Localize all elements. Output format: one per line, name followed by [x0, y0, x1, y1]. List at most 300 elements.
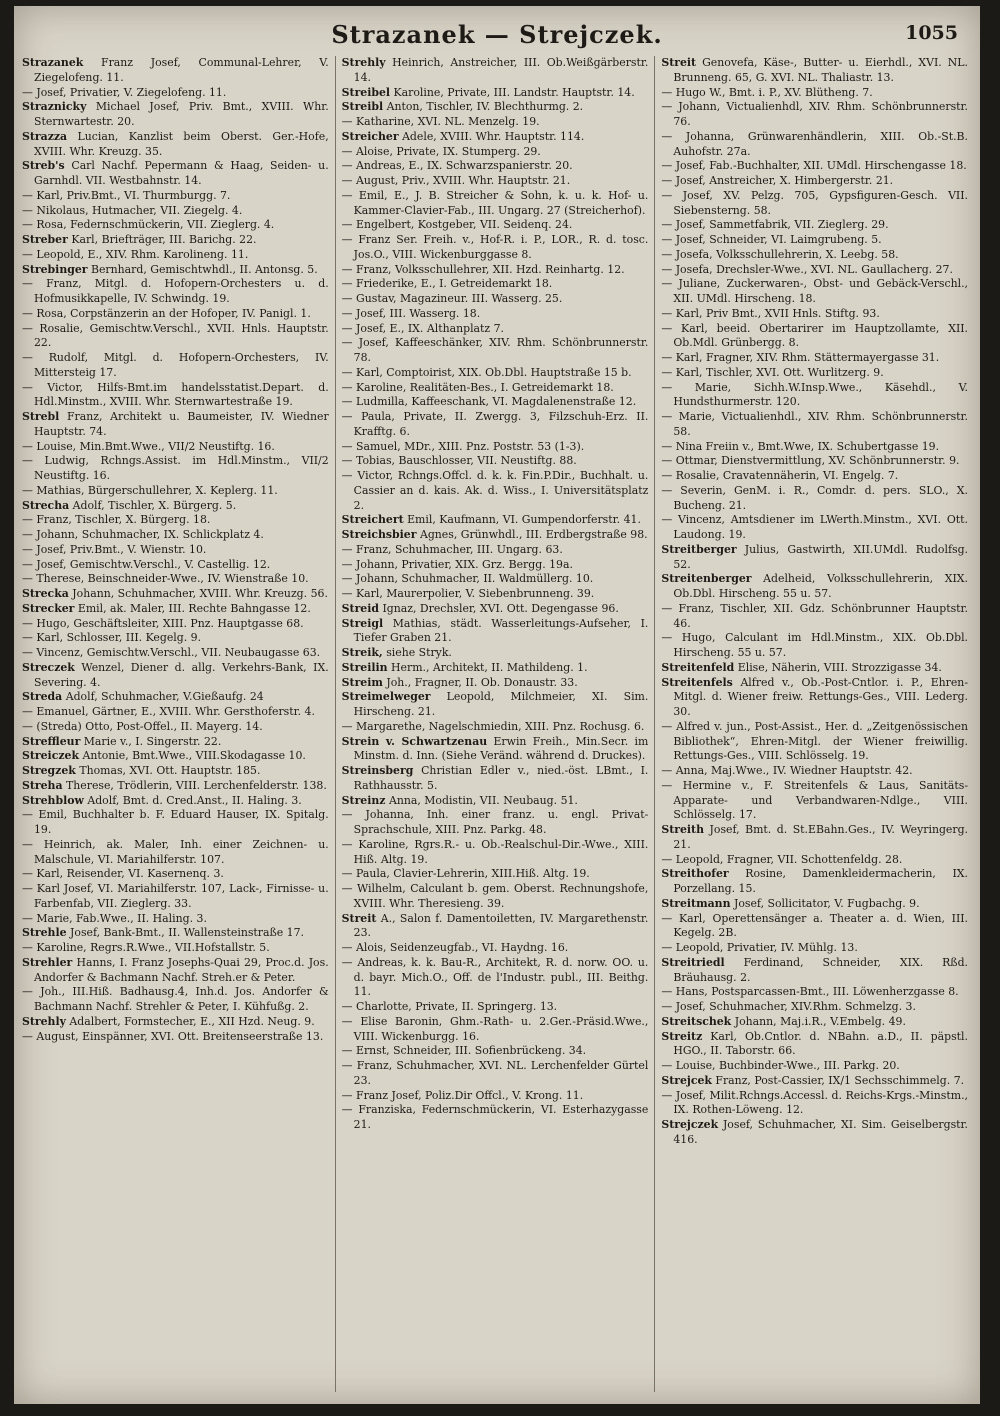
entry-details: Karoline, Private, III. Landstr. Hauptstr. 14.: [393, 85, 635, 99]
directory-entry: [22, 1030, 329, 1045]
entry-details: Julius, Gastwirth, XII.UMdl. Rudolfsg. 52.: [673, 542, 969, 571]
entry-details: Adolf, Schuhmacher, V.Gießaufg. 24: [65, 690, 264, 704]
entry-details: — Josefa, Drechsler-Wwe., XVI. NL. Gaullacherg. 27.: [661, 262, 953, 276]
column-right: [661, 56, 968, 1392]
entry-surname: Streicher: [341, 129, 399, 143]
directory-entry: [342, 174, 649, 189]
directory-entry: [661, 174, 968, 189]
directory-entry: [22, 749, 329, 764]
directory-entry: [661, 661, 968, 676]
entry-details: — Franz Josef, Poliz.Dir Offcl., V. Krong. 11.: [341, 1088, 584, 1102]
directory-entry: [342, 233, 649, 263]
directory-entry: [22, 661, 329, 691]
directory-entry: [342, 676, 649, 691]
entry-surname: Strecker: [22, 601, 75, 615]
entry-details: — Friederike, E., I. Getreidemarkt 18.: [341, 277, 553, 291]
directory-entry: [661, 469, 968, 484]
entry-surname: Strehle: [22, 926, 67, 940]
directory-entry: [342, 572, 649, 587]
directory-entry: [661, 572, 968, 602]
directory-entry: [661, 1118, 968, 1148]
directory-entry: [22, 159, 329, 189]
directory-entry: [342, 956, 649, 1000]
entry-details: Josef, Bank-Bmt., II. Wallensteinstraße 17.: [70, 926, 304, 940]
directory-entry: [22, 322, 329, 352]
directory-entry: [342, 218, 649, 233]
directory-entry: [342, 130, 649, 145]
entry-details: — Josef, Fab.-Buchhalter, XII. UMdl. Hirschengasse 18.: [661, 159, 967, 173]
entry-details: — Mathias, Bürgerschullehrer, X. Keplerg. 11.: [22, 483, 278, 497]
entry-details: — Karl Josef, VI. Mariahilferstr. 107, Lack-, Firnisse- u. Farbenfab, VII. Zieglerg. 33.: [22, 882, 329, 910]
entry-details: — Josef, XV. Pelzg. 705, Gypsfiguren-Gesch. VII. Siebensterng. 58.: [661, 188, 969, 217]
directory-entry: [661, 1015, 968, 1030]
directory-entry: [342, 720, 649, 735]
directory-entry: [22, 941, 329, 956]
entry-details: — Rosa, Federnschmückerin, VII. Zieglerg. 4.: [22, 218, 275, 232]
directory-entry: [22, 617, 329, 632]
entry-surname: Streiczek: [22, 749, 79, 763]
entry-details: Alfred v., Ob.-Post-Cntlor. i. P., Ehren-Mitgl. d. Wiener freiw. Rettungs-Ges., VIII. Lederg. 30.: [673, 675, 969, 718]
directory-entry: [22, 307, 329, 322]
entry-details: Karl, Ob.Cntlor. d. NBahn. a.D., II. päpstl. HGO., II. Taborstr. 66.: [673, 1029, 969, 1058]
entry-details: — Rudolf, Mitgl. d. Hofopern-Orchesters, IV. Mittersteig 17.: [22, 351, 329, 379]
page-header: [14, 20, 980, 58]
directory-entry: [22, 277, 329, 307]
entry-details: — Karoline, Rgrs.R.- u. Ob.-Realschul-Dir.-Wwe., XIII. Hiß. Altg. 19.: [341, 837, 649, 866]
directory-entry: [661, 86, 968, 101]
directory-entry: [22, 381, 329, 411]
entry-details: — Tobias, Bauschlosser, VII. Neustiftg. 88.: [341, 454, 577, 468]
directory-entry: [22, 912, 329, 927]
entry-details: — Franz, Schuhmacher, III. Ungarg. 63.: [341, 542, 563, 556]
entry-details: Anna, Modistin, VII. Neubaug. 51.: [388, 793, 578, 807]
entry-surname: Streha: [22, 778, 63, 792]
entry-columns: [22, 56, 968, 1392]
entry-details: Johann, Maj.i.R., V.Embelg. 49.: [734, 1014, 906, 1028]
entry-details: Adalbert, Formstecher, E., XII Hzd. Neug. 9.: [69, 1014, 315, 1028]
entry-details: Franz, Post-Cassier, IX/1 Sechsschimmelg. 7.: [715, 1073, 965, 1087]
directory-entry: [342, 882, 649, 912]
directory-entry: [342, 336, 649, 366]
entry-details: — Anna, Maj.Wwe., IV. Wiedner Hauptstr. 42.: [661, 764, 913, 777]
entry-details: Josef, Bmt. d. St.EBahn.Ges., IV. Weyringerg. 21.: [673, 823, 969, 851]
entry-details: Genovefa, Käse-, Butter- u. Eierhdl., XVI. NL. Brunneng. 65, G. XVI. NL. Thaliastr. 13.: [673, 56, 969, 84]
entry-details: Emil, ak. Maler, III. Rechte Bahngasse 12.: [77, 601, 311, 615]
directory-entry: [22, 838, 329, 868]
entry-details: — Emil, Buchhalter b. F. Eduard Hauser, IX. Spitalg. 19.: [22, 808, 329, 836]
entry-details: Ignaz, Drechsler, XVI. Ott. Degengasse 96.: [382, 601, 619, 615]
entry-details: — Josefa, Volksschullehrerin, X. Leebg. 58.: [661, 247, 899, 261]
entry-details: — Hans, Postsparcassen-Bmt., III. Löwenherzgasse 8.: [661, 985, 959, 999]
directory-entry: [661, 897, 968, 912]
directory-entry: [342, 912, 649, 942]
entry-details: Therese, Trödlerin, VIII. Lerchenfelderstr. 138.: [66, 778, 327, 792]
directory-entry: [22, 646, 329, 661]
directory-entry: [661, 248, 968, 263]
directory-entry: [342, 56, 649, 86]
entry-surname: Strejcek: [661, 1073, 712, 1087]
entry-details: Josef, Sollicitator, V. Fugbachg. 9.: [733, 896, 920, 910]
entry-surname: Strecka: [22, 587, 69, 600]
entry-details: — Rosa, Corpstänzerin an der Hofoper, IV. Panigl. 1.: [22, 306, 311, 320]
directory-entry: [22, 263, 329, 278]
directory-entry: [661, 410, 968, 440]
entry-details: Ferdinand, Schneider, XIX. Rßd. Bräuhausg. 2.: [673, 955, 969, 984]
entry-details: — Josef, Privatier, V. Ziegelofeng. 11.: [22, 85, 227, 99]
directory-entry: [22, 794, 329, 809]
entry-details: — Josef, Anstreicher, X. Himbergerstr. 21.: [661, 174, 894, 187]
directory-entry: [661, 513, 968, 543]
directory-entry: [342, 1015, 649, 1045]
directory-entry: [342, 941, 649, 956]
entry-details: Anton, Tischler, IV. Blechthurmg. 2.: [386, 100, 584, 114]
entry-details: — Louise, Buchbinder-Wwe., III. Parkg. 20.: [661, 1059, 900, 1072]
directory-entry: [342, 1089, 649, 1104]
directory-entry: [342, 100, 649, 115]
entry-details: — Karl, Schlosser, III. Kegelg. 9.: [22, 631, 202, 645]
entry-details: — Johanna, Inh. einer franz. u. engl. Privat-Sprachschule, XIII. Pnz. Parkg. 48.: [341, 808, 649, 836]
entry-details: — Alfred v. jun., Post-Assist., Her. d. „Zeitgenössischen Bibliothek“, Ehren-Mitgl. der Wiener freiwillig. Rettungs-Ges., VIII. Schlösselg. 19.: [661, 719, 969, 763]
directory-entry: [661, 779, 968, 823]
directory-entry: [342, 410, 649, 440]
entry-details: — Katharine, XVI. NL. Menzelg. 19.: [341, 115, 540, 128]
entry-details: — Hugo W., Bmt. i. P., XV. Blütheng. 7.: [661, 85, 873, 99]
entry-details: — Andreas, E., IX. Schwarzspanierstr. 20.: [341, 159, 573, 173]
directory-entry: [661, 440, 968, 455]
entry-details: — Aloise, Private, IX. Stumperg. 29.: [341, 144, 541, 158]
entry-details: — Nikolaus, Hutmacher, VII. Ziegelg. 4.: [22, 203, 243, 217]
directory-entry: [22, 484, 329, 499]
entry-details: Herm., Architekt, II. Mathildeng. 1.: [391, 660, 588, 674]
directory-entry: [342, 292, 649, 307]
entry-surname: Streb's: [22, 159, 65, 173]
entry-surname: Streinz: [341, 793, 386, 807]
directory-entry: [342, 440, 649, 455]
directory-entry: [342, 808, 649, 838]
entry-surname: Streilin: [341, 660, 388, 674]
directory-entry: [342, 395, 649, 410]
entry-surname: Streitriedl: [661, 955, 725, 969]
entry-details: — Ottmar, Dienstvermittlung, XV. Schönbrunnerstr. 9.: [661, 454, 960, 468]
entry-details: — Leopold, Privatier, IV. Mühlg. 13.: [661, 941, 858, 954]
entry-surname: Strejczek: [661, 1118, 719, 1131]
directory-entry: [342, 454, 649, 469]
directory-entry: [22, 528, 329, 543]
entry-surname: Streitenberger: [661, 572, 752, 586]
directory-entry: [342, 366, 649, 381]
directory-entry: [342, 513, 649, 528]
entry-details: Antonie, Bmt.Wwe., VIII.Skodagasse 10.: [82, 749, 306, 763]
entry-surname: Streit: [341, 911, 377, 925]
directory-entry: [22, 690, 329, 705]
entry-surname: Streid: [341, 601, 379, 615]
directory-entry: [22, 602, 329, 617]
entry-details: — Emanuel, Gärtner, E., XVIII. Whr. Gersthoferstr. 4.: [22, 705, 315, 718]
directory-entry: [342, 1000, 649, 1015]
directory-entry: [342, 381, 649, 396]
entry-details: — Vincenz, Gemischtw.Verschl., VII. Neubaugasse 63.: [22, 646, 321, 659]
entry-details: — Franz, Mitgl. d. Hofopern-Orchesters u. d. Hofmusikkapelle, IV. Schwindg. 19.: [22, 277, 329, 305]
entry-details: — Victor, Hilfs-Bmt.im handelsstatist.Depart. d. Hdl.Minstm., XVIII. Whr. Sternwartestraße 19.: [22, 380, 329, 409]
entry-surname: Streit: [661, 56, 697, 69]
entry-surname: Streczek: [22, 660, 75, 674]
directory-entry: [661, 1089, 968, 1119]
entry-surname: Straznicky: [22, 100, 87, 114]
entry-details: — Karl, Fragner, XIV. Rhm. Stättermayergasse 31.: [661, 351, 940, 364]
entry-details: — Johann, Schuhmacher, II. Waldmüllerg. 10.: [341, 572, 594, 586]
directory-entry: [661, 100, 968, 130]
directory-entry: [342, 277, 649, 292]
column-divider: [654, 56, 655, 1392]
directory-entry: [22, 1015, 329, 1030]
directory-entry: [661, 277, 968, 307]
directory-entry: [342, 587, 649, 602]
entry-details: — Alois, Seidenzeugfab., VI. Haydng. 16.: [341, 941, 569, 954]
entry-details: — Johann, Schuhmacher, IX. Schlickplatz 4.: [22, 528, 264, 541]
entry-details: Adelheid, Volksschullehrerin, XIX. Ob.Dbl. Hirscheng. 55 u. 57.: [673, 572, 969, 600]
entry-details: Joh., Fragner, II. Ob. Donaustr. 33.: [386, 675, 578, 689]
directory-entry: [661, 159, 968, 174]
entry-details: Hanns, I. Franz Josephs-Quai 29, Proc.d. Jos. Andorfer & Bachmann Nachf. Streh.er & Peter.: [34, 955, 329, 984]
entry-surname: Streigl: [341, 616, 384, 630]
directory-entry: [22, 779, 329, 794]
entry-surname: Streitschek: [661, 1014, 732, 1028]
entry-surname: Strehblow: [22, 793, 84, 807]
entry-details: — Hugo, Geschäftsleiter, XIII. Pnz. Hauptgasse 68.: [22, 616, 304, 630]
directory-entry: [661, 602, 968, 632]
entry-details: — Karl, Tischler, XVI. Ott. Wurlitzerg. 9.: [661, 365, 884, 379]
entry-surname: Streimelweger: [341, 690, 431, 704]
directory-entry: [661, 764, 968, 779]
directory-entry: [22, 808, 329, 838]
entry-details: — Engelbert, Kostgeber, VII. Seidenq. 24.: [341, 218, 573, 232]
directory-entry: [342, 322, 649, 337]
directory-entry: [342, 159, 649, 174]
directory-entry: [661, 985, 968, 1000]
directory-entry: [22, 440, 329, 455]
entry-details: Elise, Näherin, VIII. Strozzigasse 34.: [737, 660, 942, 674]
entry-details: — August, Priv., XVIII. Whr. Hauptstr. 21.: [341, 174, 571, 187]
directory-entry: [661, 218, 968, 233]
directory-entry: [661, 823, 968, 853]
directory-entry: [661, 631, 968, 661]
entry-details: — Severin, GenM. i. R., Comdr. d. pers. SLO., X. Bucheng. 21.: [661, 483, 969, 512]
entry-details: — Josef, Milit.Rchngs.Accessl. d. Reichs-Krgs.-Minstm., IX. Rothen-Löweng. 12.: [661, 1088, 969, 1117]
directory-entry: [661, 351, 968, 366]
entry-details: — Louise, Min.Bmt.Wwe., VII/2 Neustiftg. 16.: [22, 439, 275, 453]
directory-entry: [22, 587, 329, 602]
entry-details: — Charlotte, Private, II. Springerg. 13.: [341, 1000, 558, 1013]
entry-details: — Karl, Operettensänger a. Theater a. d. Wien, III. Kegelg. 2B.: [661, 911, 969, 940]
entry-details: — Emil, E., J. B. Streicher & Sohn, k. u. k. Hof- u. Kammer-Clavier-Fab., III. Ungarg. 27 (Streicherhof).: [341, 188, 649, 217]
entry-details: — Johanna, Grünwarenhändlerin, XIII. Ob.-St.B. Auhofstr. 27a.: [661, 129, 969, 158]
directory-entry: [342, 1103, 649, 1133]
directory-entry: [22, 351, 329, 381]
entry-details: — Leopold, E., XIV. Rhm. Karolineng. 11.: [22, 247, 249, 261]
column-divider: [335, 56, 336, 1392]
directory-entry: [661, 189, 968, 219]
entry-surname: Streibl: [341, 100, 384, 114]
entry-details: — Ludwig, Rchngs.Assist. im Hdl.Minstm., VII/2 Neustiftg. 16.: [22, 454, 329, 482]
directory-entry: [342, 558, 649, 573]
entry-details: — Gustav, Magazineur. III. Wasserg. 25.: [341, 292, 563, 305]
entry-details: Lucian, Kanzlist beim Oberst. Ger.-Hofe, XVIII. Whr. Kreuzg. 35.: [34, 129, 329, 158]
entry-details: Franz Josef, Communal-Lehrer, V. Ziegelofeng. 11.: [34, 56, 329, 84]
entry-details: — Karl, Reisender, VI. Kasernenq. 3.: [22, 867, 224, 881]
directory-entry: [661, 956, 968, 986]
entry-surname: Streichert: [341, 513, 404, 527]
entry-details: — Josef, Sammetfabrik, VII. Zieglerg. 29.: [661, 218, 889, 232]
entry-details: — Johann, Privatier, XIX. Grz. Bergg. 19a.: [341, 557, 573, 571]
directory-entry: [342, 735, 649, 765]
entry-details: — Franz, Tischler, XII. Gdz. Schönbrunner Hauptstr. 46.: [661, 601, 969, 630]
directory-entry: [342, 528, 649, 543]
entry-surname: Strebl: [22, 410, 60, 423]
entry-details: Franz, Architekt u. Baumeister, IV. Wiedner Hauptstr. 74.: [34, 410, 329, 438]
entry-details: — Franz, Volksschullehrer, XII. Hzd. Reinhartg. 12.: [341, 262, 625, 276]
directory-entry: [22, 558, 329, 573]
directory-entry: [22, 764, 329, 779]
directory-entry: [661, 130, 968, 160]
entry-details: — Josef, Kaffeeschänker, XIV. Rhm. Schönbrunnerstr. 78.: [341, 336, 649, 364]
entry-details: — Andreas, k. k. Bau-R., Architekt, R. d. norw. OO. u. d. bayr. Mich.O., Off. de l'Industr. publ., III. Beithg. 11.: [341, 955, 649, 999]
directory-entry: [342, 1044, 649, 1059]
entry-details: Rosine, Damenkleidermacherin, IX. Porzellang. 15.: [673, 867, 969, 895]
entry-details: — Juliane, Zuckerwaren-, Obst- und Gebäck-Verschl., XII. UMdl. Hirscheng. 18.: [661, 277, 969, 305]
entry-details: Johann, Schuhmacher, XVIII. Whr. Kreuzg. 56.: [72, 587, 328, 600]
entry-details: — Nina Freiin v., Bmt.Wwe, IX. Schubertgasse 19.: [661, 439, 940, 453]
entry-details: Karl, Briefträger, III. Barichg. 22.: [71, 233, 257, 246]
entry-details: Josef, Schuhmacher, XI. Sim. Geiselbergstr. 416.: [673, 1118, 969, 1146]
running-title: Strazanek — Strejczek.: [331, 20, 663, 49]
entry-details: — Josef, III. Wasserg. 18.: [341, 306, 481, 320]
directory-entry: [661, 1059, 968, 1074]
directory-entry: [22, 882, 329, 912]
entry-details: — Paula, Private, II. Zwergg. 3, Filzschuh-Erz. II. Krafftg. 6.: [341, 410, 649, 438]
directory-entry: [342, 189, 649, 219]
entry-details: Leopold, Milchmeier, XI. Sim. Hirscheng. 21.: [353, 690, 649, 718]
entry-details: Wenzel, Diener d. allg. Verkehrs-Bank, IX. Severing. 4.: [34, 660, 329, 689]
directory-entry: [22, 985, 329, 1015]
entry-details: — Karoline, Realitäten-Bes., I. Getreidemarkt 18.: [341, 380, 614, 394]
directory-entry: [342, 838, 649, 868]
entry-details: — Josef, Schneider, VI. Laimgrubeng. 5.: [661, 233, 882, 246]
directory-entry: [22, 867, 329, 882]
entry-surname: Streitenfeld: [661, 660, 735, 674]
page-number: 1055: [905, 22, 958, 44]
directory-entry: [661, 263, 968, 278]
entry-surname: Strazza: [22, 129, 68, 143]
directory-entry: [342, 617, 649, 647]
directory-entry: [22, 56, 329, 86]
entry-surname: Streibel: [341, 85, 391, 99]
entry-details: — Leopold, Fragner, VII. Schottenfeldg. 28.: [661, 852, 903, 866]
directory-entry: [342, 263, 649, 278]
entry-details: — Josef, E., IX. Althanplatz 7.: [341, 321, 505, 335]
directory-entry: [22, 454, 329, 484]
entry-details: — Karl, Maurerpolier, V. Siebenbrunneng. 39.: [341, 587, 595, 600]
entry-surname: Streitz: [661, 1029, 703, 1043]
directory-entry: [342, 602, 649, 617]
directory-entry: [661, 484, 968, 514]
entry-surname: Streithofer: [661, 867, 729, 881]
entry-surname: Strazanek: [22, 56, 84, 69]
entry-details: — Marie, Sichh.W.Insp.Wwe., Käsehdl., V. Hundsthurmerstr. 120.: [661, 380, 969, 409]
entry-details: — Elise Baronin, Ghm.-Rath- u. 2.Ger.-Präsid.Wwe., VIII. Wickenburgg. 16.: [341, 1014, 649, 1043]
entry-details: — Hugo, Calculant im Hdl.Minstm., XIX. Ob.Dbl. Hirscheng. 55 u. 57.: [661, 631, 969, 659]
directory-entry: [22, 189, 329, 204]
directory-entry: [661, 853, 968, 868]
directory-entry: [22, 218, 329, 233]
directory-entry: [661, 233, 968, 248]
entry-details: — Karl, Comptoirist, XIX. Ob.Dbl. Hauptstraße 15 b.: [341, 365, 632, 379]
entry-details: Bernhard, Gemischtwhdl., II. Antonsg. 5.: [90, 262, 318, 276]
directory-entry: [342, 690, 649, 720]
directory-entry: [22, 926, 329, 941]
entry-surname: Streinsberg: [341, 764, 414, 777]
entry-details: — Paula, Clavier-Lehrerin, XIII.Hiß. Altg. 19.: [341, 867, 590, 881]
directory-entry: [22, 86, 329, 101]
directory-entry: [661, 56, 968, 86]
directory-entry: [22, 233, 329, 248]
directory-entry: [661, 1074, 968, 1089]
directory-entry: [661, 1030, 968, 1060]
entry-surname: Streitenfels: [661, 675, 733, 689]
entry-details: Adolf, Bmt. d. Cred.Anst., II. Haling. 3.: [87, 793, 302, 807]
entry-details: — Karoline, Regrs.R.Wwe., VII.Hofstallstr. 5.: [22, 941, 270, 954]
entry-details: — Johann, Victualienhdl, XIV. Rhm. Schönbrunnerstr. 76.: [661, 100, 969, 128]
directory-entry: [22, 513, 329, 528]
entry-surname: Strein v. Schwartzenau: [341, 734, 488, 748]
directory-entry: [342, 307, 649, 322]
entry-details: — Ernst, Schneider, III. Sofienbrückeng. 34.: [341, 1044, 587, 1058]
entry-details: siehe Stryk.: [386, 646, 452, 659]
entry-surname: Streichsbier: [341, 528, 417, 541]
entry-details: — Hermine v., F. Streitenfels & Laus, Sanitäts-Apparate- und Verbandwaren-Ndlge., VIII. Schlösselg. 17.: [661, 778, 969, 822]
entry-details: — Rosalie, Gemischtw.Verschl., XVII. Hnls. Hauptstr. 22.: [22, 321, 329, 350]
directory-entry: [22, 572, 329, 587]
entry-details: Adele, XVIII. Whr. Hauptstr. 114.: [402, 129, 585, 143]
entry-details: Emil, Kaufmann, VI. Gumpendorferstr. 41.: [407, 513, 641, 527]
directory-page: [14, 6, 980, 1404]
directory-entry: [342, 661, 649, 676]
directory-entry: [661, 322, 968, 352]
entry-details: — Karl, Priv.Bmt., VI. Thurmburgg. 7.: [22, 188, 231, 202]
directory-entry: [661, 720, 968, 764]
entry-surname: Streffleur: [22, 734, 81, 748]
entry-details: — Josef, Priv.Bmt., V. Wienstr. 10.: [22, 542, 207, 556]
directory-entry: [342, 1059, 649, 1089]
directory-entry: [22, 499, 329, 514]
entry-details: — Marie, Fab.Wwe., II. Haling. 3.: [22, 911, 207, 925]
entry-details: Heinrich, Anstreicher, III. Ob.Weißgärberstr. 14.: [353, 56, 649, 84]
entry-surname: Stregzek: [22, 764, 76, 777]
directory-entry: [661, 1000, 968, 1015]
directory-entry: [342, 764, 649, 794]
entry-details: Michael Josef, Priv. Bmt., XVIII. Whr. Sternwartestr. 20.: [34, 100, 329, 128]
entry-surname: Strehler: [22, 955, 73, 969]
directory-entry: [22, 720, 329, 735]
entry-details: — Karl, beeid. Obertarirer im Hauptzollamte, XII. Ob.Mdl. Grünbergg. 8.: [661, 321, 969, 350]
entry-details: — Josef, Schuhmacher, XIV.Rhm. Schmelzg. 3.: [661, 1000, 916, 1013]
entry-details: Thomas, XVI. Ott. Hauptstr. 185.: [79, 764, 261, 777]
entry-surname: Streda: [22, 690, 63, 704]
entry-details: — Victor, Rchngs.Offcl. d. k. k. Fin.P.Dir., Buchhalt. u. Cassier an d. kais. Ak. d. Wiss., I. Universitätsplatz 2.: [341, 469, 649, 512]
directory-entry: [22, 410, 329, 440]
directory-entry: [22, 130, 329, 160]
directory-entry: [661, 676, 968, 720]
entry-details: Erwin Freih., Min.Secr. im Minstm. d. Inn. (Siehe Veränd. während d. Druckes).: [353, 734, 649, 763]
